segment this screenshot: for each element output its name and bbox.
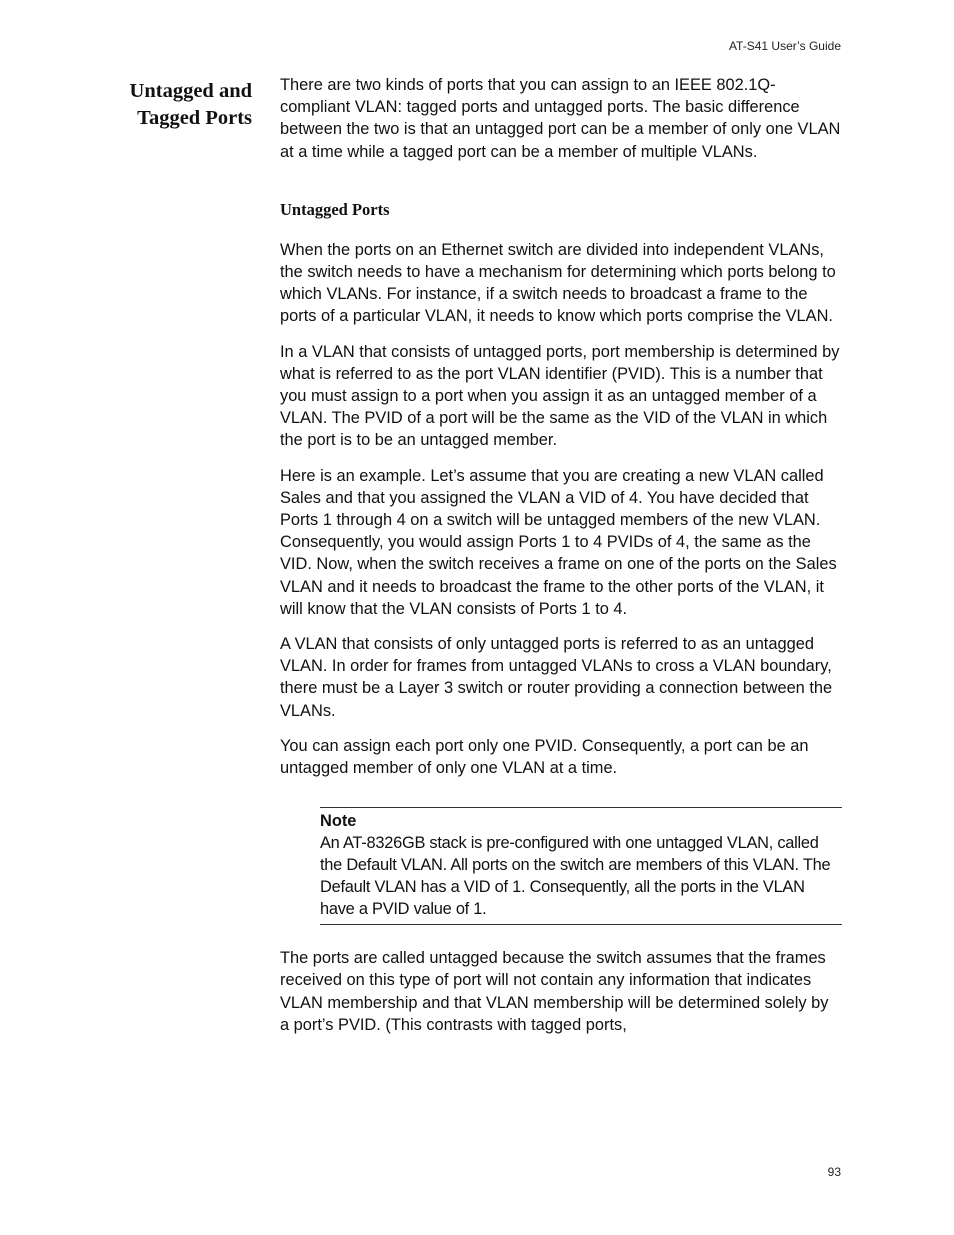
- running-header: AT-S41 User’s Guide: [728, 39, 841, 53]
- paragraph: A VLAN that consists of only untagged ports is referred to as an untagged VLAN. In order for frames from untagged VLANs to cross a VLAN boundary, there must be a Layer 3 switch or router providing a connection between the VLANs.: [280, 635, 833, 720]
- closing-paragraph: The ports are called untagged because the switch assumes that the frames received on this type of port will not contain any information that indicates VLAN membership and that VLAN membership will be determined solely by a port’s PVID. (This contrasts with tagged ports,: [280, 949, 829, 1034]
- body-text: [280, 74, 842, 1049]
- section-heading-line-2: Tagged Ports: [137, 107, 252, 129]
- note-title: Note: [320, 812, 357, 831]
- subsection-heading: Untagged Ports: [280, 199, 390, 219]
- note-body: An AT-8326GB stack is pre-configured with one untagged VLAN, called the Default VLAN. All ports on the switch are members of this VLAN. The Default VLAN has a VID of 1. Consequently, all the ports in the VLAN have a PVID value of 1.: [320, 834, 831, 919]
- paragraph: Here is an example. Let’s assume that you are creating a new VLAN called Sales and that you assigned the VLAN a VID of 4. You have decided that Ports 1 through 4 on a switch will be untagged members of the new VLAN. Consequently, you would assign Ports 1 to 4 PVIDs of 4, the same as the VID. Now, when the switch receives a frame on one of the ports on the Sales VLAN and it needs to broadcast the frame to the other ports of the VLAN, it will know that the VLAN consists of Ports 1 to 4.: [280, 466, 837, 618]
- section-heading-line-1: Untagged and: [129, 80, 252, 102]
- paragraph: When the ports on an Ethernet switch are divided into independent VLANs, the switch needs to have a mechanism for determining which ports belong to which VLANs. For instance, if a switch needs to broadcast a frame to the ports of a particular VLAN, it needs to know which ports comprise the VLAN.: [280, 240, 836, 326]
- paragraph: In a VLAN that consists of untagged ports, port membership is determined by what is referred to as the port VLAN identifier (PVID). This is a number that you must assign to a port when you assign it as an untagged member of a VLAN. The PVID of a port will be the same as the VID of the VLAN in which the port is to be an untagged member.: [280, 342, 840, 450]
- page-number: 93: [827, 1165, 841, 1179]
- intro-paragraph: There are two kinds of ports that you can assign to an IEEE 802.1Q-compliant VLAN: tagged ports and untagged ports. The basic difference between the two is that an untagged port can be a member of only one VLAN at a time while a tagged port can be a member of multiple VLANs.: [280, 76, 841, 161]
- section-heading: [52, 78, 252, 132]
- paragraph: You can assign each port only one PVID. Consequently, a port can be an untagged member of only one VLAN at a time.: [280, 736, 809, 778]
- note-box: [320, 807, 842, 925]
